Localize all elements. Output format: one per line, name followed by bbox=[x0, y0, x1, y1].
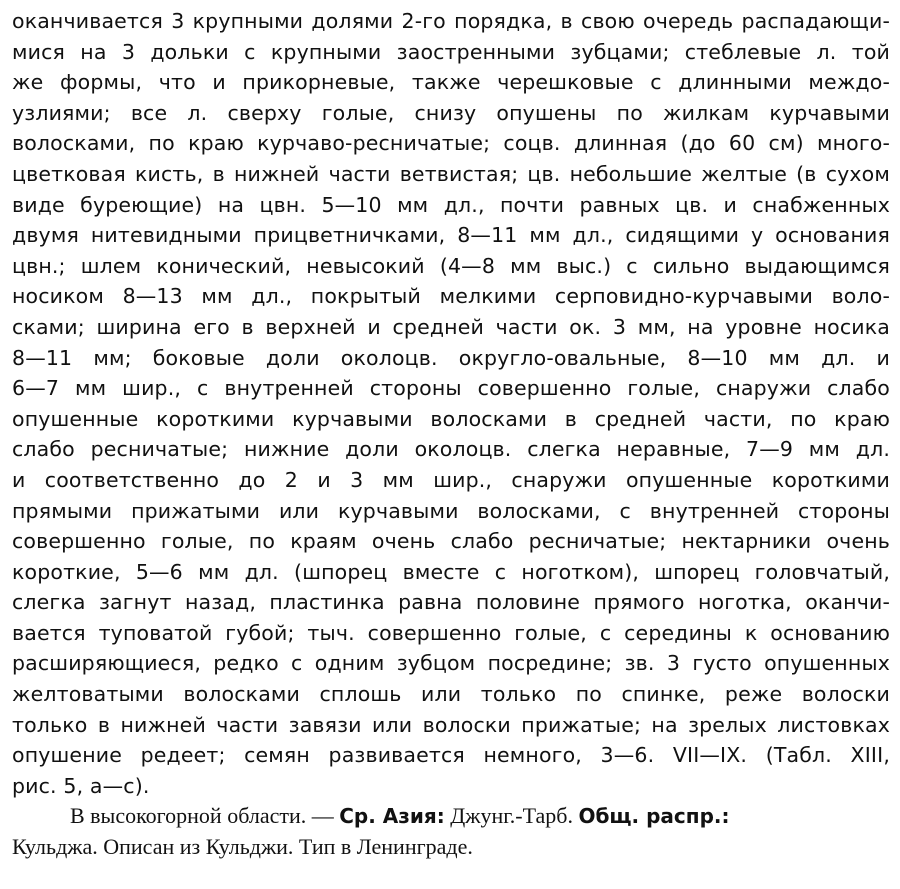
habitat-text-2: Джунг.-Тарб. bbox=[444, 803, 579, 829]
habitat-line-1 bbox=[12, 801, 890, 832]
habitat-text-1: В высокогорной области. — bbox=[70, 803, 340, 829]
text-line: вается туповатой губой; тыч. совершенно голые, с середины к основанию bbox=[12, 620, 890, 645]
text-line: же формы, что и прикорневые, также черешковые с длинными междо- bbox=[12, 70, 890, 95]
text-line: только в нижней части завязи или волоски прижатые; на зрелых листовках bbox=[12, 712, 890, 737]
region-label: Ср. Азия: bbox=[339, 804, 445, 829]
text-line: носиком 8—13 мм дл., покрытый мелкими серповидно-курчавыми воло- bbox=[12, 284, 890, 309]
habitat-line-2: Кульджа. Описан из Кульджи. Тип в Ленинграде. bbox=[12, 834, 473, 860]
text-line: цветковая кисть, в нижней части ветвистая; цв. небольшие желтые (в сухом bbox=[12, 161, 890, 186]
text-line: волосками, по краю курчаво-ресничатые; соцв. длинная (до 60 см) много- bbox=[12, 131, 890, 156]
text-line: короткие, 5—6 мм дл. (шпорец вместе с ноготком), шпорец головчатый, bbox=[12, 559, 890, 584]
text-line: опушение редеет; семян развивается немного, 3—6. VII—IX. (Табл. XIII, bbox=[12, 743, 890, 768]
text-line: опушенные короткими курчавыми волосками в средней части, по краю bbox=[12, 406, 890, 431]
text-line: рис. 5, а—с). bbox=[12, 773, 150, 798]
text-line: слабо ресничатые; нижние доли околоцв. слегка неравные, 7—9 мм дл. bbox=[12, 437, 890, 462]
text-line: сками; ширина его в верхней и средней части ок. 3 мм, на уровне носика bbox=[12, 314, 890, 339]
text-line: совершенно голые, по краям очень слабо ресничатые; нектарники очень bbox=[12, 529, 890, 554]
text-line: расширяющиеся, редко с одним зубцом посредине; зв. 3 густо опушенных bbox=[12, 651, 890, 676]
description-paragraph bbox=[12, 6, 890, 801]
text-line: двумя нитевидными прицветничками, 8—11 мм дл., сидящими у основания bbox=[12, 223, 890, 248]
text-line: и соответственно до 2 и 3 мм шир., снаружи опушенные короткими bbox=[12, 467, 890, 492]
text-line: оканчивается 3 крупными долями 2-го порядка, в свою очередь распадающи- bbox=[12, 9, 890, 33]
text-line: узлиями; все л. сверху голые, снизу опушены по жилкам курчавыми bbox=[12, 100, 890, 125]
text-line: виде буреющие) на цвн. 5—10 мм дл., почти равных цв. и снабженных bbox=[12, 192, 890, 217]
text-line: 6—7 мм шир., с внутренней стороны совершенно голые, снаружи слабо bbox=[12, 376, 890, 401]
text-line: прямыми прижатыми или курчавыми волосками, с внутренней стороны bbox=[12, 498, 890, 523]
text-line: желтоватыми волосками сплошь или только по спинке, реже волоски bbox=[12, 682, 890, 707]
text-line: 8—11 мм; боковые доли околоцв. округло-овальные, 8—10 мм дл. и bbox=[12, 345, 890, 370]
text-line: мися на 3 дольки с крупными заостренными зубцами; стеблевые л. той bbox=[12, 39, 890, 64]
distribution-label: Общ. распр.: bbox=[578, 804, 730, 829]
habitat-paragraph bbox=[12, 801, 890, 862]
text-line: слегка загнут назад, пластинка равна половине прямого ноготка, оканчи- bbox=[12, 590, 890, 615]
document-page bbox=[12, 6, 890, 863]
text-line: цвн.; шлем конический, невысокий (4—8 мм выс.) с сильно выдающимся bbox=[12, 253, 890, 278]
